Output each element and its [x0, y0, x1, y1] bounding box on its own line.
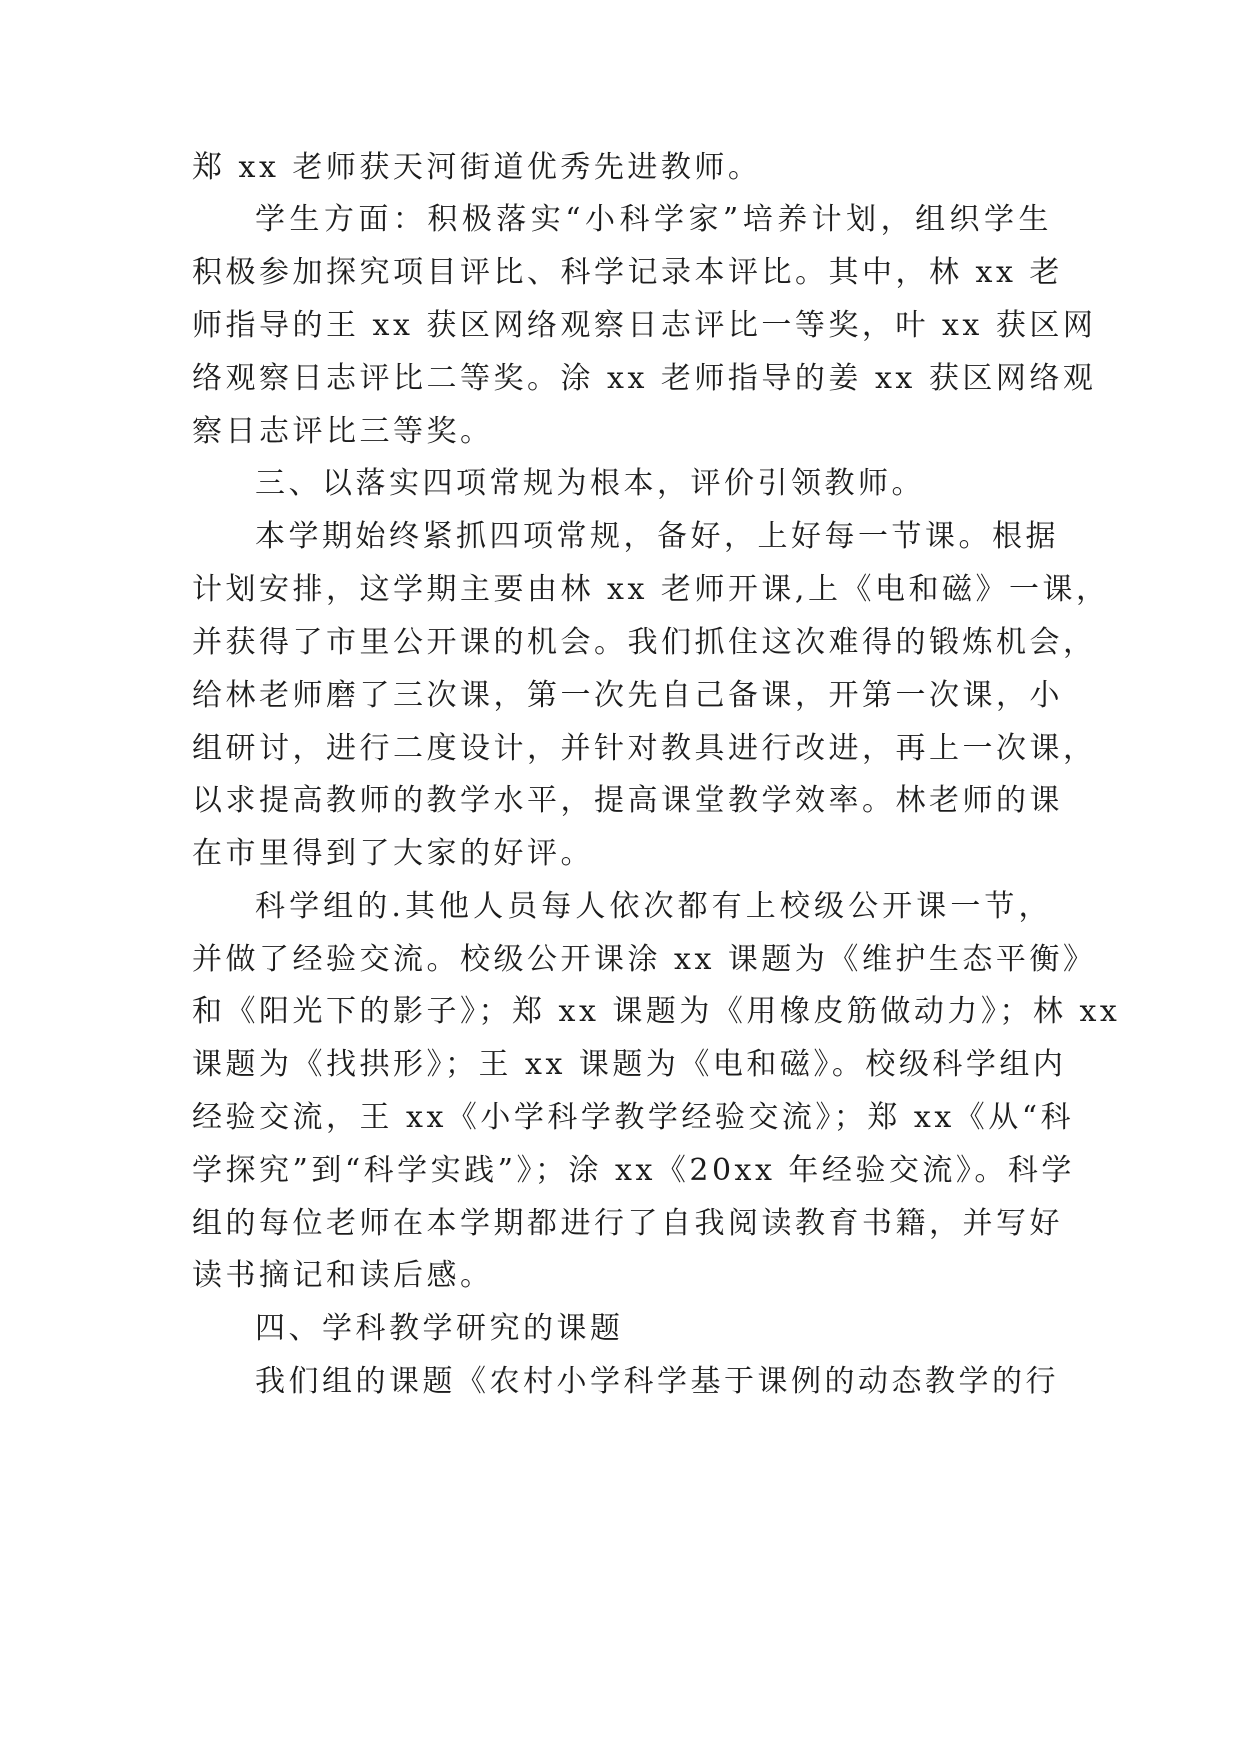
paragraph-start-line: 科学组的.其他人员每人依次都有上校级公开课一节， [255, 889, 1052, 924]
paragraph-start-line: 本学期始终紧抓四项常规，备好，上好每一节课。根据 [255, 519, 1059, 554]
text-line: 并做了经验交流。校级公开课涂 xx 课题为《维护生态平衡》 [192, 942, 1097, 977]
text-line: 和《阳光下的影子》；郑 xx 课题为《用橡皮筋做动力》；林 xx [192, 994, 1121, 1029]
text-line: 经验交流，王 xx《小学科学教学经验交流》；郑 xx《从“科 [192, 1100, 1075, 1135]
text-line: 给林老师磨了三次课，第一次先自己备课，开第一次课，小 [192, 678, 1063, 713]
text-line: 读书摘记和读后感。 [192, 1258, 494, 1293]
text-line: 课题为《找拱形》；王 xx 课题为《电和磁》。校级科学组内 [192, 1047, 1067, 1082]
text-line: 察日志评比三等奖。 [192, 414, 494, 449]
text-line: 组的每位老师在本学期都进行了自我阅读教育书籍，并写好 [192, 1206, 1063, 1241]
section-heading: 三、以落实四项常规为根本，评价引领教师。 [255, 466, 925, 501]
text-line: 学探究”到“科学实践”》；涂 xx《20xx 年经验交流》。科学 [192, 1153, 1075, 1188]
text-line: 并获得了市里公开课的机会。我们抓住这次难得的锻炼机会， [192, 625, 1097, 660]
text-line: 师指导的王 xx 获区网络观察日志评比一等奖，叶 xx 获区网 [192, 308, 1097, 343]
text-line: 计划安排，这学期主要由林 xx 老师开课,上《电和磁》一课， [192, 572, 1110, 607]
text-line: 郑 xx 老师获天河街道优秀先进教师。 [192, 150, 762, 185]
paragraph-start-line: 学生方面：积极落实“小科学家”培养计划，组织学生 [255, 202, 1052, 237]
paragraph-start-line: 我们组的课题《农村小学科学基于课例的动态教学的行 [255, 1364, 1059, 1399]
text-line: 组研讨，进行二度设计，并针对教具进行改进，再上一次课， [192, 731, 1097, 766]
text-line: 以求提高教师的教学水平，提高课堂教学效率。林老师的课 [192, 783, 1063, 818]
text-line: 积极参加探究项目评比、科学记录本评比。其中，林 xx 老 [192, 255, 1063, 290]
section-heading: 四、学科教学研究的课题 [255, 1311, 624, 1346]
text-line: 在市里得到了大家的好评。 [192, 836, 594, 871]
text-line: 络观察日志评比二等奖。涂 xx 老师指导的姜 xx 获区网络观 [192, 361, 1097, 396]
